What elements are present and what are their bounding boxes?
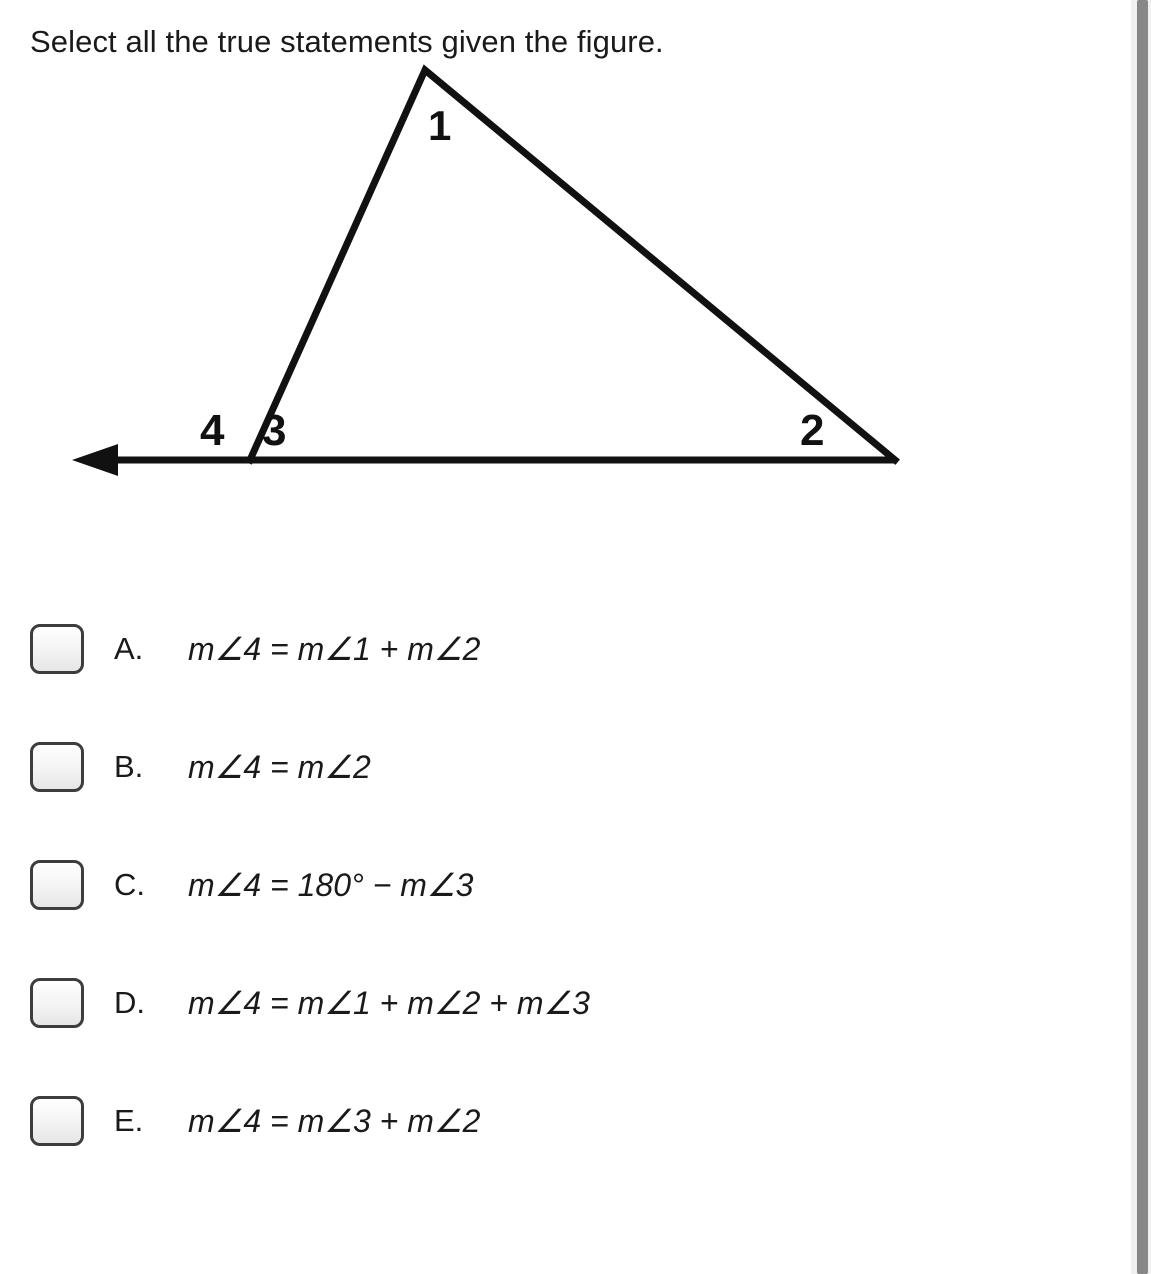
option-row-d[interactable] — [30, 944, 1131, 1062]
option-text-c: m∠4 = 180° − m∠3 — [188, 867, 474, 903]
checkbox-a[interactable] — [30, 624, 84, 674]
option-row-b[interactable] — [30, 708, 1131, 826]
option-letter-b: B. — [114, 749, 144, 784]
checkbox-d[interactable] — [30, 978, 84, 1028]
geometry-figure — [10, 60, 1010, 560]
question-prompt: Select all the true statements given the figure. — [30, 24, 664, 59]
option-text-e: m∠4 = m∠3 + m∠2 — [188, 1103, 481, 1139]
option-letter-a: A. — [114, 631, 144, 666]
checkbox-b[interactable] — [30, 742, 84, 792]
option-text-d: m∠4 = m∠1 + m∠2 + m∠3 — [188, 985, 590, 1021]
scrollbar-track[interactable] — [1131, 0, 1151, 1274]
angle-label-2: 2 — [800, 406, 825, 455]
option-row-e[interactable] — [30, 1062, 1131, 1180]
option-text-a: m∠4 = m∠1 + m∠2 — [188, 631, 481, 667]
angle-label-3: 3 — [262, 406, 287, 455]
option-letter-e: E. — [114, 1103, 144, 1138]
angle-label-4: 4 — [200, 406, 225, 455]
checkbox-e[interactable] — [30, 1096, 84, 1146]
options-list — [0, 590, 1131, 1180]
scrollbar-thumb[interactable] — [1137, 0, 1148, 1274]
option-row-c[interactable] — [30, 826, 1131, 944]
option-letter-d: D. — [114, 985, 145, 1020]
angle-label-1: 1 — [428, 102, 452, 149]
checkbox-c[interactable] — [30, 860, 84, 910]
option-letter-c: C. — [114, 867, 145, 902]
left-arrowhead — [72, 444, 118, 476]
option-row-a[interactable] — [30, 590, 1131, 708]
triangle-outline — [250, 70, 895, 460]
option-text-b: m∠4 = m∠2 — [188, 749, 371, 785]
